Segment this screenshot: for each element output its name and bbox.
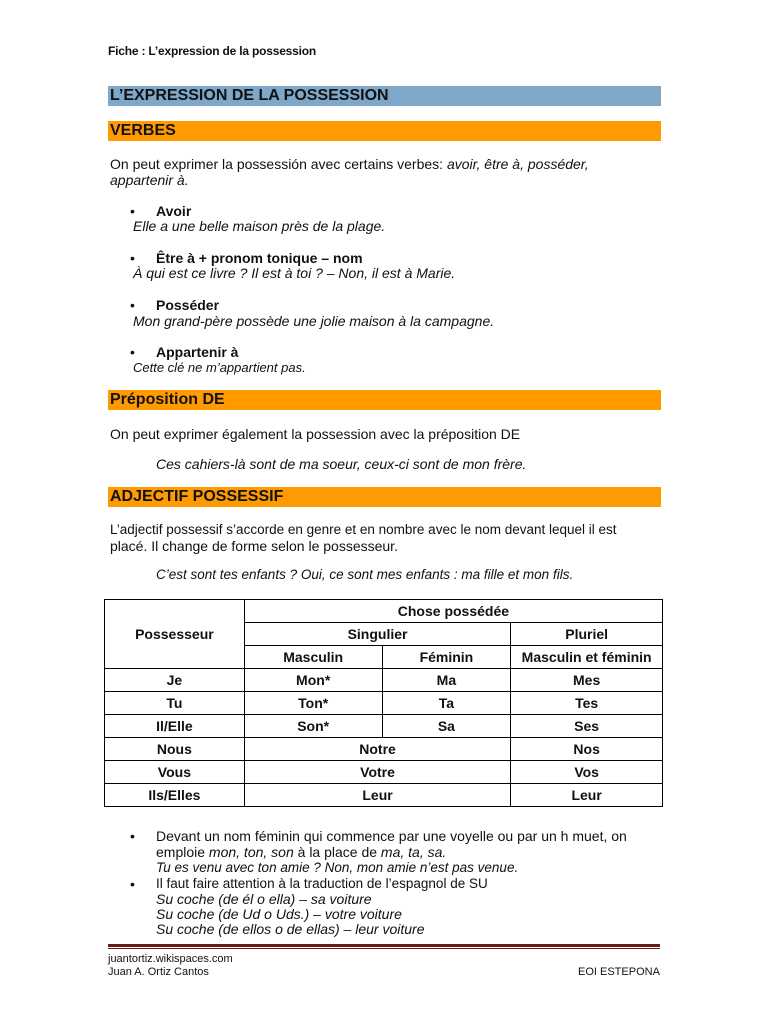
table-row	[105, 669, 663, 692]
cell-masculin: Mon*	[244, 669, 382, 692]
cell-singulier: Votre	[244, 761, 510, 784]
footer-author: Juan A. Ortiz Cantos	[108, 966, 209, 978]
note1-line2	[156, 844, 446, 860]
verbes-intro-plain: On peut exprimer la possessión avec certains verbes:	[110, 156, 447, 172]
cell-pluriel: Leur	[511, 784, 663, 807]
cell-singulier: Notre	[244, 738, 510, 761]
header-masculin: Masculin	[244, 646, 382, 669]
bullet-icon: •	[130, 876, 135, 892]
verb-label-appartenir: Appartenir à	[156, 344, 239, 360]
verb-example-posseder: Mon grand-père possède une jolie maison à la campagne.	[133, 313, 495, 329]
table-row	[105, 692, 663, 715]
cell-feminin: Ma	[382, 669, 511, 692]
footer-school: EOI ESTEPONA	[578, 966, 660, 978]
preposition-text: On peut exprimer également la possession avec la préposition DE	[110, 426, 521, 442]
preposition-heading: Préposition DE	[108, 390, 661, 410]
cell-masculin: Son*	[244, 715, 382, 738]
cell-pluriel: Ses	[511, 715, 663, 738]
verb-label-avoir: Avoir	[156, 203, 192, 219]
header-fiche: Fiche : L’expression de la possession	[108, 44, 317, 58]
preposition-example: Ces cahiers-là sont de ma soeur, ceux-ci sont de mon frère.	[156, 456, 527, 472]
cell-singulier: Leur	[244, 784, 510, 807]
cell-possesseur: Nous	[105, 738, 245, 761]
table-row	[105, 784, 663, 807]
cell-possesseur: Vous	[105, 761, 245, 784]
note1-example: Tu es venu avec ton amie ? Non, mon amie n’est pas venue.	[156, 860, 519, 875]
cell-possesseur: Il/Elle	[105, 715, 245, 738]
footer-divider	[108, 944, 660, 947]
note1-plain2: à la place de	[293, 844, 381, 860]
cell-pluriel: Vos	[511, 761, 663, 784]
bullet-icon: •	[130, 297, 135, 313]
header-possesseur: Possesseur	[105, 600, 245, 669]
table-row	[105, 715, 663, 738]
cell-possesseur: Je	[105, 669, 245, 692]
verb-label-posseder: Posséder	[156, 297, 220, 313]
adjectif-heading: ADJECTIF POSSESSIF	[108, 487, 661, 507]
table-header-row	[105, 600, 663, 623]
possessive-table	[104, 599, 663, 807]
bullet-icon: •	[130, 203, 135, 219]
adjectif-example: C’est sont tes enfants ? Oui, ce sont mes enfants : ma fille et mon fils.	[156, 567, 574, 582]
header-singulier: Singulier	[244, 623, 510, 646]
header-feminin: Féminin	[382, 646, 511, 669]
cell-pluriel: Tes	[511, 692, 663, 715]
note2-line1: Il faut faire attention à la traduction de l’espagnol de SU	[156, 876, 488, 891]
note1-italic1: mon, ton, son	[208, 844, 294, 860]
note2-line2: Su coche (de él o ella) – sa voiture	[156, 891, 372, 907]
main-title: L’EXPRESSION DE LA POSSESSION	[108, 86, 661, 106]
note1-plain1: emploie	[156, 844, 209, 860]
verbes-intro	[110, 156, 589, 172]
verbes-intro-italic: avoir, être à, posséder,	[446, 156, 589, 172]
bullet-icon: •	[130, 344, 135, 360]
verbes-intro-italic2: appartenir à.	[110, 172, 189, 188]
adjectif-line1: L’adjectif possessif s’accorde en genre et en nombre avec le nom devant lequel il est	[110, 522, 617, 537]
footer-divider-thin	[108, 948, 660, 949]
cell-pluriel: Mes	[511, 669, 663, 692]
note2-line3: Su coche (de Ud o Uds.) – votre voiture	[156, 906, 402, 922]
header-pluriel: Pluriel	[511, 623, 663, 646]
header-chose: Chose possédée	[244, 600, 662, 623]
table-row	[105, 738, 663, 761]
cell-masculin: Ton*	[244, 692, 382, 715]
footer-site: juantortiz.wikispaces.com	[108, 953, 233, 965]
verb-example-etre: À qui est ce livre ? Il est à toi ? – Non, il est à Marie.	[133, 265, 456, 281]
cell-feminin: Ta	[382, 692, 511, 715]
verb-example-appartenir: Cette clé ne m’appartient pas.	[133, 360, 306, 375]
bullet-icon: •	[130, 250, 135, 266]
verb-label-etre: Être à + pronom tonique – nom	[156, 250, 363, 266]
cell-feminin: Sa	[382, 715, 511, 738]
cell-pluriel: Nos	[511, 738, 663, 761]
note2-line4: Su coche (de ellos o de ellas) – leur voiture	[156, 921, 425, 937]
adjectif-line2: placé. Il change de forme selon le possesseur.	[110, 538, 398, 554]
cell-possesseur: Ils/Elles	[105, 784, 245, 807]
note1-line1: Devant un nom féminin qui commence par une voyelle ou par un h muet, on	[156, 828, 627, 844]
header-masc-fem: Masculin et féminin	[511, 646, 663, 669]
bullet-icon: •	[130, 828, 135, 844]
note1-italic2: ma, ta, sa.	[380, 844, 447, 860]
cell-possesseur: Tu	[105, 692, 245, 715]
verbes-heading: VERBES	[108, 121, 661, 141]
verb-example-avoir: Elle a une belle maison près de la plage.	[133, 218, 386, 234]
table-row	[105, 761, 663, 784]
